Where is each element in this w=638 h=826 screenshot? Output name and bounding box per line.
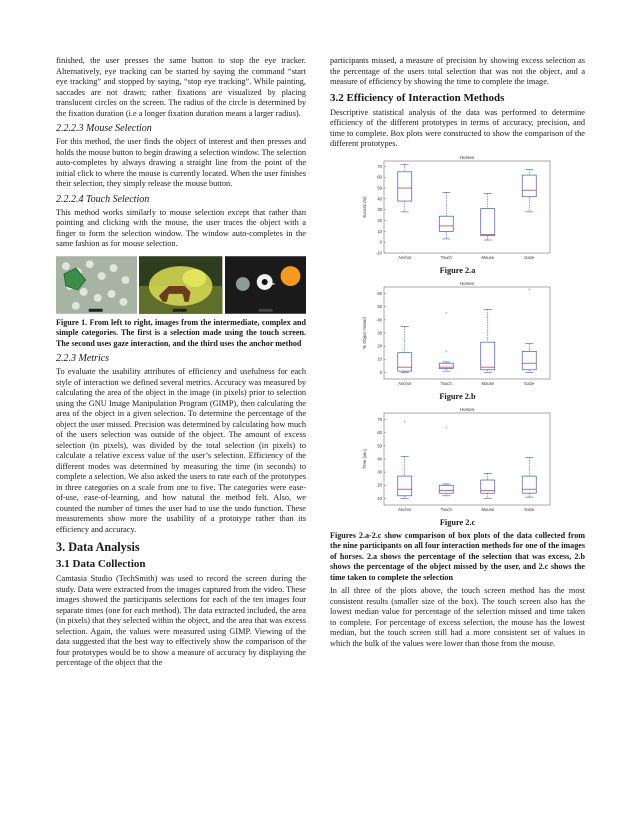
box-iqr xyxy=(522,351,536,369)
chart-title: Horses xyxy=(459,280,474,286)
y-tick-label: 50 xyxy=(376,442,382,448)
box-iqr xyxy=(439,216,453,231)
y-tick-label: 30 xyxy=(376,329,382,335)
y-tick-label: -10 xyxy=(375,249,382,255)
x-tick-label: Mouse xyxy=(480,380,494,386)
y-tick-label: 70 xyxy=(376,163,382,169)
box-iqr xyxy=(397,171,411,200)
y-tick-label: 10 xyxy=(376,356,382,362)
box-iqr xyxy=(522,476,536,493)
touch-selection-image xyxy=(56,256,137,314)
figure-1-images xyxy=(56,256,306,314)
box-iqr xyxy=(397,476,411,496)
y-tick-label: 20 xyxy=(376,482,382,488)
box-iqr xyxy=(480,208,494,235)
box-iqr xyxy=(439,485,453,493)
heading-mouse-selection: 2.2.2.3 Mouse Selection xyxy=(56,123,152,134)
y-tick-label: 60 xyxy=(376,174,382,180)
x-tick-label: Touch xyxy=(440,380,452,386)
boxplot-object-missed xyxy=(358,279,558,391)
x-tick-label: Anchor xyxy=(397,380,411,386)
y-tick-label: 20 xyxy=(376,217,382,223)
box-iqr xyxy=(439,363,453,368)
gaze-selection-image xyxy=(139,256,222,314)
figure-2-caption: Figures 2.a-2.c show comparison of box plots of the data collected from the nine participants on all four interaction methods for one of the images of horses. 2.a shows the percentage of the selection that was excess, 2.b shows the percentage of the object missed by the user, and 2.c shows the time taken to complete the selection xyxy=(330,530,585,582)
box-iqr xyxy=(397,352,411,370)
y-tick-label: 50 xyxy=(376,184,382,190)
right-column xyxy=(330,56,585,652)
outlier-point: + xyxy=(444,424,447,430)
outlier-point: + xyxy=(444,310,447,316)
y-tick-label: 60 xyxy=(376,290,382,296)
y-tick-label: 30 xyxy=(376,206,382,212)
heading-efficiency: 3.2 Efficiency of Interaction Methods xyxy=(330,91,505,104)
y-axis-label: Time (sec) xyxy=(361,448,367,469)
outlier-point: + xyxy=(403,419,406,425)
outlier-point: + xyxy=(527,286,530,292)
heading-data-analysis: 3. Data Analysis xyxy=(56,540,140,554)
paragraph-metrics: To evaluate the usability attributes of efficiency and usefulness for each style of interaction we defined several metrics. Accuracy was measured by calculating the area of the object in the image (in pixels) prior to selection using the GNU Image Manipulation Program (GIMP), then calculating the area of the object in a given selection. To determine the percentage of the object the user missed. Precision was determined by calculating how much of the users selection was outside of the object. The amount of excess selection (in pixels), was divided by the total selection (in pixels) to calculate a relative excess value of the user’s selection. Efficiency of the different modes was determined by measuring the time (in seconds) to complete a selection. We also asked the users to rate each of the prototypes in three categories on a scale from one to five. The categories were ease-of-use, ease-of-learning, and how natural the method felt. Also, we counted the number of times the user had to use the undo function. These measurements show more the usability of a prototype rather than its efficiency and accuracy. xyxy=(56,367,306,534)
y-tick-label: 0 xyxy=(379,369,382,375)
boxplot-excess xyxy=(358,153,558,265)
paragraph-touch-selection: This method works similarly to mouse selection except that rather than pointing and clicking with the mouse, the user traces the object with a finger to form the selection window. The window auto-completes in the same fashion as for mouse selection. xyxy=(56,207,306,248)
chart-title: Horses xyxy=(459,406,474,412)
y-tick-label: 40 xyxy=(376,195,382,201)
figure-1-caption: Figure 1. From left to right, images from the intermediate, complex and simple categories. The first is a selection made using the touch screen. The second uses gaze interaction, and the third uses the anchor method xyxy=(56,317,306,348)
x-tick-label: Gaze xyxy=(523,506,534,512)
x-tick-label: Touch xyxy=(440,506,452,512)
figure-2a-label: Figure 2.a xyxy=(439,265,476,275)
x-tick-label: Touch xyxy=(440,254,452,260)
paragraph-eye-tracking: finished, the user presses the same button to stop the eye tracker. Alternatively, eye tracking can be started by saying the command “start eye tracking” and stopped by saying, “stop eye tracking”. While painting, saccades are not drawn; rather fixations are visualized by placing translucent circles on the screen. The radius of the circle is determined by the fixation duration (i.e a longer fixation duration means a larger radius). xyxy=(56,56,306,118)
x-tick-label: Mouse xyxy=(480,506,494,512)
heading-data-collection: 3.1 Data Collection xyxy=(56,558,146,570)
x-tick-label: Anchor xyxy=(397,506,411,512)
figure-2c-label: Figure 2.c xyxy=(439,517,476,527)
paragraph-continued: participants missed, a measure of precision by showing excess selection as the percentage of the users total selection that was not the object, and a measure of efficiency by showing the time to complete the image. xyxy=(330,56,585,86)
heading-touch-selection: 2.2.2.4 Touch Selection xyxy=(56,193,150,205)
y-tick-label: 60 xyxy=(376,429,382,435)
x-tick-label: Gaze xyxy=(523,254,534,260)
y-tick-label: 20 xyxy=(376,343,382,349)
paragraph-efficiency: Descriptive statistical analysis of the data was performed to determine efficiency of the different prototypes in terms of accuracy, precision, and time to complete. Box plots were constructed to show the comparison of the different prototypes. xyxy=(330,107,585,148)
y-tick-label: 40 xyxy=(376,316,382,322)
left-column xyxy=(56,56,306,672)
paragraph-results: In all three of the plots above, the touch screen method has the most consistent results (smaller size of the box). The touch screen also has the lowest median value for percentage of the selection missed and time taken to complete. For percentage of excess selection, the mouse has the lowest median, but the touch screen still had a more consistent set of values in which the bulk of the values were lower than those from the mouse. xyxy=(330,586,585,648)
y-tick-label: 40 xyxy=(376,455,382,461)
anchor-selection-image xyxy=(225,256,306,314)
paragraph-data-collection: Camtasia Studio (TechSmith) was used to record the screen during the study. Data were extracted from the images captured from the video. These images showed the participants selections for each of the ten images four separate times (one for each method). The data extracted included, the area (in pixels) that they selected within the object, and the area that was excess selection. Again, the values were measured using GIMP. Viewing of the data suggested that the best way to effectively show the comparison of the four prototypes would be to show a measure of accuracy by displaying the percentage of the object that the xyxy=(56,574,306,667)
plot-frame xyxy=(384,287,550,379)
y-tick-label: 50 xyxy=(376,303,382,309)
outlier-point: + xyxy=(444,348,447,354)
y-tick-label: 10 xyxy=(376,228,382,234)
box-iqr xyxy=(522,175,536,197)
chart-title: Horses xyxy=(459,154,474,160)
paragraph-mouse-selection: For this method, the user finds the object of interest and then presses and holds the mouse button to begin drawing a selection window. The selection auto-completes by always drawing a straight line from the point of the initial click to where the mouse is currently located. When the user finishes their selection, they simply release the mouse button. xyxy=(56,137,306,188)
plot-frame xyxy=(384,413,550,505)
box-iqr xyxy=(480,480,494,493)
y-tick-label: 0 xyxy=(379,239,382,245)
y-tick-label: 70 xyxy=(376,416,382,422)
x-tick-label: Gaze xyxy=(523,380,534,386)
y-tick-label: 30 xyxy=(376,469,382,475)
y-axis-label: % Object missed xyxy=(361,316,367,349)
box-iqr xyxy=(480,342,494,370)
y-tick-label: 10 xyxy=(376,495,382,501)
x-tick-label: Anchor xyxy=(397,254,411,260)
y-axis-label: Excess (%) xyxy=(361,195,367,218)
boxplot-time xyxy=(358,405,558,517)
heading-metrics: 2.2.3 Metrics xyxy=(56,353,110,364)
x-tick-label: Mouse xyxy=(480,254,494,260)
figure-2b-label: Figure 2.b xyxy=(439,391,476,401)
